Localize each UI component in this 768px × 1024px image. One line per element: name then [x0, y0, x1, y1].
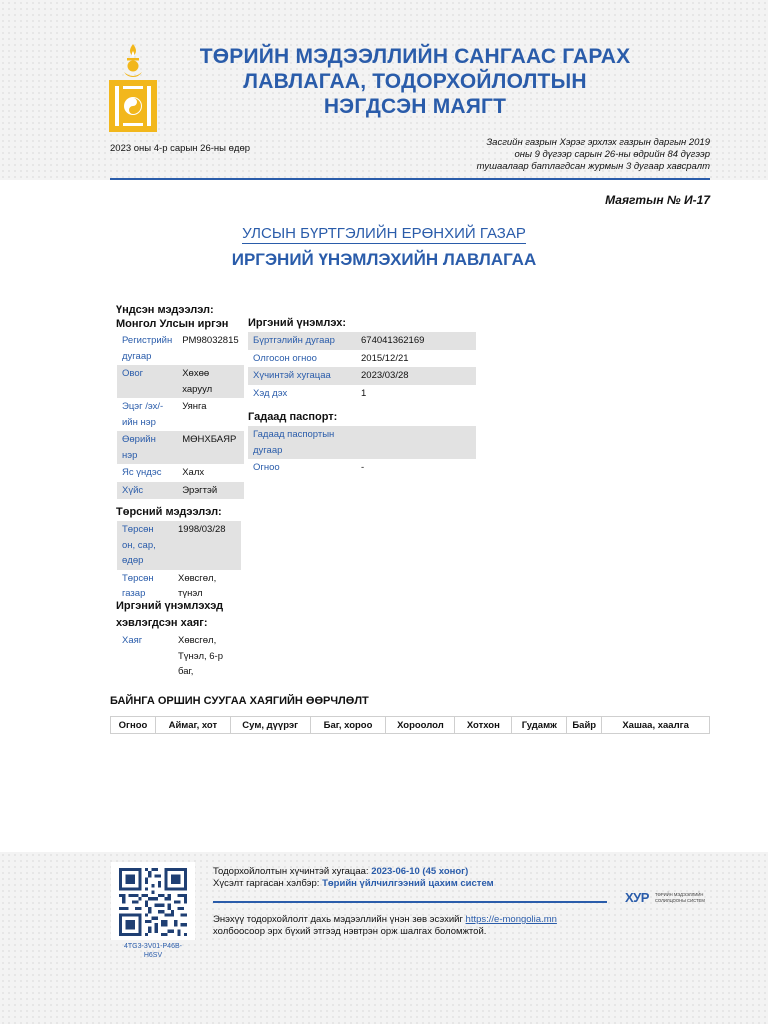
- table-row: [117, 431, 244, 464]
- column-header: Байр: [567, 717, 602, 734]
- khur-logo-mark: ХУР: [625, 890, 649, 905]
- footer-divider: [213, 901, 607, 903]
- field-label: Яс үндэс: [122, 467, 162, 478]
- field-label: Хүйс: [117, 482, 177, 500]
- field-value: Хөвсгөл, түнэл: [178, 572, 217, 599]
- agency-name: [0, 225, 768, 243]
- table-row: [117, 632, 241, 681]
- field-label: Хүчинтэй хугацаа: [248, 367, 356, 385]
- field-label: Олгосон огноо: [253, 352, 317, 364]
- field-label: Гадаад паспортын дугаар: [248, 426, 356, 459]
- decree-line: тушаалаар батлагдсан журмын 3 дугаар хавсралт: [476, 161, 710, 172]
- field-value: 674041362169: [356, 332, 476, 350]
- title-line: ЛАВЛАГАА, ТОДОРХОЙЛОЛТЫН: [243, 70, 587, 93]
- field-value: Халх: [182, 467, 205, 478]
- request-channel-line: [213, 878, 494, 889]
- khur-logo-text: ТӨРИЙН МЭДЭЭЛЛИЙН СОЛИЛЦООНЫ СИСТЕМ: [655, 892, 705, 903]
- field-label: Төрсөн он, сар, өдөр: [117, 521, 173, 570]
- decree-line: оны 9 дүгээр сарын 26-ны өдрийн 84 дүгээр: [514, 149, 710, 160]
- basic-info-table: [117, 332, 244, 499]
- table-row: [248, 459, 476, 477]
- field-label: Регистрийн дугаар: [122, 335, 173, 362]
- field-label: Өөрийн нэр: [117, 431, 177, 464]
- title-line: НЭГДСЭН МАЯГТ: [323, 95, 507, 118]
- document-title: ИРГЭНИЙ ҮНЭМЛЭХИЙН ЛАВЛАГАА: [231, 250, 537, 269]
- validity-value: 2023-06-10 (45 хоног): [371, 866, 469, 877]
- residence-history-table: [110, 716, 710, 734]
- column-header: Гудамж: [512, 717, 567, 734]
- validity-label: Тодорхойлолтын хүчинтэй хугацаа:: [213, 866, 369, 877]
- khur-logo: [625, 890, 707, 906]
- passport-table: [248, 426, 476, 477]
- table-row: [248, 367, 476, 385]
- verification-notice: [213, 914, 633, 938]
- e-mongolia-link[interactable]: https://e-mongolia.mn: [465, 914, 557, 925]
- address-heading: [116, 598, 223, 632]
- field-label: Төрсөн газар: [122, 572, 154, 599]
- table-row: [117, 332, 244, 365]
- field-value: Хөхөө харуул: [177, 365, 243, 398]
- field-label: Бүртгэлийн дугаар: [248, 332, 356, 350]
- birth-info-heading: Төрсний мэдээлэл:: [116, 506, 222, 518]
- field-value: РМ98032815: [182, 335, 239, 346]
- field-value: 1998/03/28: [173, 521, 241, 570]
- address-table: [117, 632, 241, 681]
- table-row: [248, 426, 476, 459]
- id-card-table: [248, 332, 476, 402]
- table-header-row: [111, 717, 710, 734]
- basic-info-heading: [116, 303, 228, 331]
- table-row: [248, 350, 476, 368]
- field-label: Хэд дэх: [253, 387, 288, 399]
- residence-history-title: БАЙНГА ОРШИН СУУГАА ХАЯГИЙН ӨӨРЧЛӨЛТ: [110, 695, 369, 707]
- issue-date: 2023 оны 4-р сарын 26-ны өдөр: [110, 143, 251, 154]
- request-channel-value: Төрийн үйлчилгээний цахим систем: [322, 878, 494, 889]
- qr-code-box: [111, 862, 195, 940]
- qr-code-icon[interactable]: [119, 868, 187, 936]
- field-value: -: [361, 462, 365, 473]
- notice-text: Энэхүү тодорхойлолт дахь мэдээллийн үнэн зөв эсэхийг: [213, 914, 463, 925]
- field-value: Хөвсгөл, Түнэл, 6-р баг,: [178, 635, 223, 677]
- field-label: Огноо: [253, 462, 280, 473]
- field-value: 1: [361, 387, 367, 399]
- decree-note: [410, 137, 710, 173]
- table-row: [117, 464, 244, 482]
- decree-line: Засгийн газрын Хэрэг эрхлэх газрын даргын 2019: [486, 137, 710, 148]
- agency-name-text: УЛСЫН БҮРТГЭЛИЙН ЕРӨНХИЙ ГАЗАР: [242, 225, 526, 242]
- column-header: Огноо: [111, 717, 156, 734]
- birth-info-table: [117, 521, 241, 603]
- column-header: Аймаг, хот: [155, 717, 230, 734]
- column-header: Сум, дүүрэг: [230, 717, 310, 734]
- soyombo-emblem-icon: [108, 42, 158, 132]
- field-label: Эцэг /эх/-ийн нэр: [122, 401, 164, 428]
- basic-info-heading-line: Үндсэн мэдээлэл:: [116, 304, 214, 316]
- field-value: Уянга: [182, 401, 207, 412]
- field-value: 2015/12/21: [361, 352, 409, 364]
- field-label: Овог: [117, 365, 177, 398]
- field-value: МӨНХБАЯР: [177, 431, 243, 464]
- page-title: [180, 44, 650, 119]
- verification-code: 4TG3-3V01-P46B-H6SV: [124, 943, 182, 959]
- field-label: Хаяг: [122, 635, 143, 646]
- table-row: [248, 385, 476, 403]
- title-line: ТӨРИЙН МЭДЭЭЛЛИЙН САНГААС ГАРАХ: [199, 45, 631, 68]
- header-divider: [110, 178, 710, 180]
- table-row: [248, 332, 476, 350]
- validity-line: [213, 866, 468, 877]
- table-row: [117, 365, 244, 398]
- column-header: Хашаа, хаалга: [602, 717, 710, 734]
- id-card-heading: Иргэний үнэмлэх:: [248, 317, 347, 329]
- form-number: Маягтын № И-17: [605, 193, 710, 207]
- table-row: [117, 521, 241, 570]
- table-row: [117, 398, 244, 431]
- address-heading-line: Иргэний үнэмлэхэд: [116, 600, 224, 612]
- request-channel-label: Хүсэлт гаргасан хэлбэр:: [213, 878, 320, 889]
- field-value: 2023/03/28: [356, 367, 476, 385]
- field-value: Эрэгтэй: [177, 482, 243, 500]
- column-header: Хотхон: [455, 717, 512, 734]
- passport-heading: Гадаад паспорт:: [248, 411, 338, 423]
- citizenship-line: Монгол Улсын иргэн: [116, 318, 229, 330]
- table-row: [117, 482, 244, 500]
- column-header: Баг, хороо: [310, 717, 386, 734]
- field-value: [356, 426, 476, 459]
- address-heading-line: хэвлэгдсэн хаяг:: [116, 617, 208, 629]
- notice-text: холбоосоор эрх бүхий этгээд нэвтрэн орж шалгах боломжтой.: [213, 926, 487, 937]
- column-header: Хороолол: [386, 717, 455, 734]
